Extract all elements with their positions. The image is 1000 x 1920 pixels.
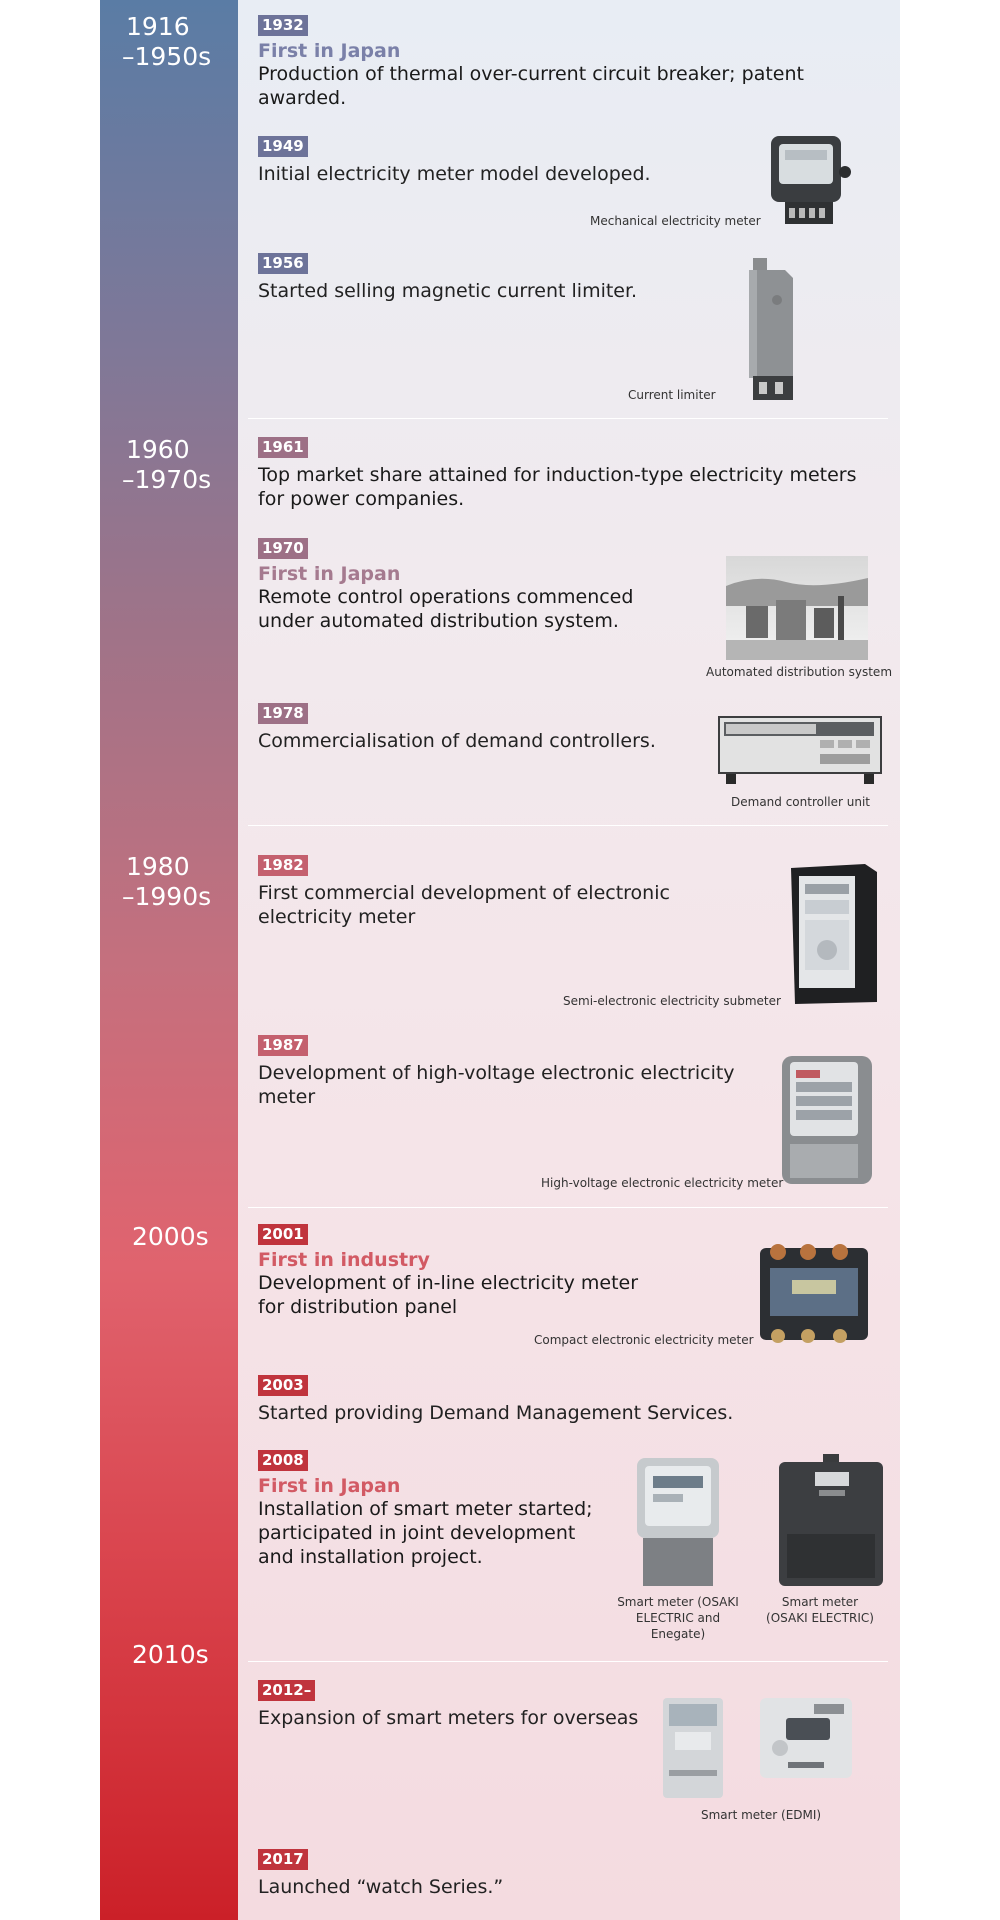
high-voltage-meter-image <box>778 1052 880 1188</box>
year-badge: 1987 <box>258 1035 308 1056</box>
image-caption: Compact electronic electricity meter <box>534 1333 754 1347</box>
event-text: Commercialisation of demand controllers. <box>258 730 656 752</box>
event-2008 <box>258 1450 603 1569</box>
smart-meter-osaki-enegate-image <box>633 1454 723 1590</box>
first-in-japan-label: First in Japan <box>258 1475 401 1497</box>
year-badge: 2017 <box>258 1849 308 1870</box>
era-line: 1916 <box>126 12 190 41</box>
era-label-1980-1990s <box>100 852 238 912</box>
year-badge: 2008 <box>258 1450 308 1471</box>
era-line: 2010s <box>132 1640 209 1669</box>
year-badge: 1982 <box>258 855 308 876</box>
event-text: Development of in-line electricity meter for distribution panel <box>258 1272 639 1318</box>
event-text: Installation of smart meter started; participated in joint development and installation project. <box>258 1498 593 1568</box>
image-caption: Smart meter (EDMI) <box>701 1808 822 1822</box>
event-text: Started providing Demand Management Services. <box>258 1402 734 1424</box>
event-text: Initial electricity meter model developed. <box>258 163 651 185</box>
image-caption: High-voltage electronic electricity meter <box>541 1176 784 1190</box>
year-badge: 2003 <box>258 1375 308 1396</box>
era-label-1916-1950s <box>100 12 238 72</box>
era-line: 2000s <box>132 1222 209 1251</box>
event-1970 <box>258 538 648 633</box>
first-in-japan-label: First in Japan <box>258 40 401 62</box>
semi-electronic-submeter-image <box>785 862 881 1008</box>
event-1961 <box>258 437 878 511</box>
event-2003 <box>258 1375 758 1425</box>
event-text: Expansion of smart meters for overseas <box>258 1707 639 1729</box>
image-caption: Semi-electronic electricity submeter <box>563 994 781 1008</box>
year-badge: 1956 <box>258 253 308 274</box>
current-limiter-image <box>743 258 797 403</box>
event-text: Launched “watch Series.” <box>258 1876 504 1898</box>
era-label-2010s <box>100 1640 238 1670</box>
era-divider <box>248 418 888 419</box>
image-caption: Automated distribution system <box>706 665 893 679</box>
image-caption: Current limiter <box>628 388 716 402</box>
event-2017 <box>258 1849 758 1899</box>
era-label-1960-1970s <box>100 435 238 495</box>
year-badge: 2001 <box>258 1224 308 1245</box>
image-caption: Mechanical electricity meter <box>590 214 761 228</box>
era-line: –1950s <box>122 42 212 71</box>
event-1982 <box>258 855 758 929</box>
era-line: –1970s <box>122 465 212 494</box>
year-badge: 1949 <box>258 136 308 157</box>
era-line: 1960 <box>126 435 190 464</box>
automated-distribution-photo <box>726 556 868 660</box>
event-2012 <box>258 1680 658 1730</box>
timeline-content <box>238 0 900 1920</box>
event-1987 <box>258 1035 778 1109</box>
image-caption: Smart meter (OSAKI ELECTRIC) <box>766 1595 874 1625</box>
event-text: Remote control operations commenced under automated distribution system. <box>258 586 634 632</box>
event-1949 <box>258 136 678 186</box>
mechanical-meter-image <box>767 132 857 228</box>
era-line: –1990s <box>122 882 212 911</box>
event-1978 <box>258 703 658 753</box>
era-divider <box>248 825 888 826</box>
image-caption: Smart meter (OSAKI ELECTRIC and Enegate) <box>617 1595 739 1641</box>
era-divider <box>248 1661 888 1662</box>
event-text: Started selling magnetic current limiter. <box>258 280 638 302</box>
event-1932 <box>258 15 858 110</box>
first-in-industry-label: First in industry <box>258 1249 430 1271</box>
compact-meter-image <box>756 1240 872 1348</box>
event-text: Production of thermal over-current circuit breaker; patent awarded. <box>258 63 804 109</box>
smart-meter-edmi-image-2 <box>758 1696 854 1780</box>
year-badge: 1932 <box>258 15 308 36</box>
era-divider <box>248 1207 888 1208</box>
event-text: Top market share attained for induction-type electricity meters for power companies. <box>258 464 857 510</box>
event-text: Development of high-voltage electronic electricity meter <box>258 1062 735 1108</box>
timeline-sidebar <box>100 0 238 1920</box>
event-1956 <box>258 253 678 303</box>
era-label-2000s <box>100 1222 238 1252</box>
era-line: 1980 <box>126 852 190 881</box>
year-badge: 1970 <box>258 538 308 559</box>
first-in-japan-label: First in Japan <box>258 563 401 585</box>
image-caption: Demand controller unit <box>731 795 871 809</box>
event-2001 <box>258 1224 658 1319</box>
year-badge: 1961 <box>258 437 308 458</box>
smart-meter-osaki-image <box>775 1454 887 1590</box>
year-badge: 1978 <box>258 703 308 724</box>
year-badge: 2012– <box>258 1680 315 1701</box>
smart-meter-edmi-image-1 <box>661 1696 725 1800</box>
demand-controller-image <box>716 710 884 788</box>
event-text: First commercial development of electronic electricity meter <box>258 882 670 928</box>
